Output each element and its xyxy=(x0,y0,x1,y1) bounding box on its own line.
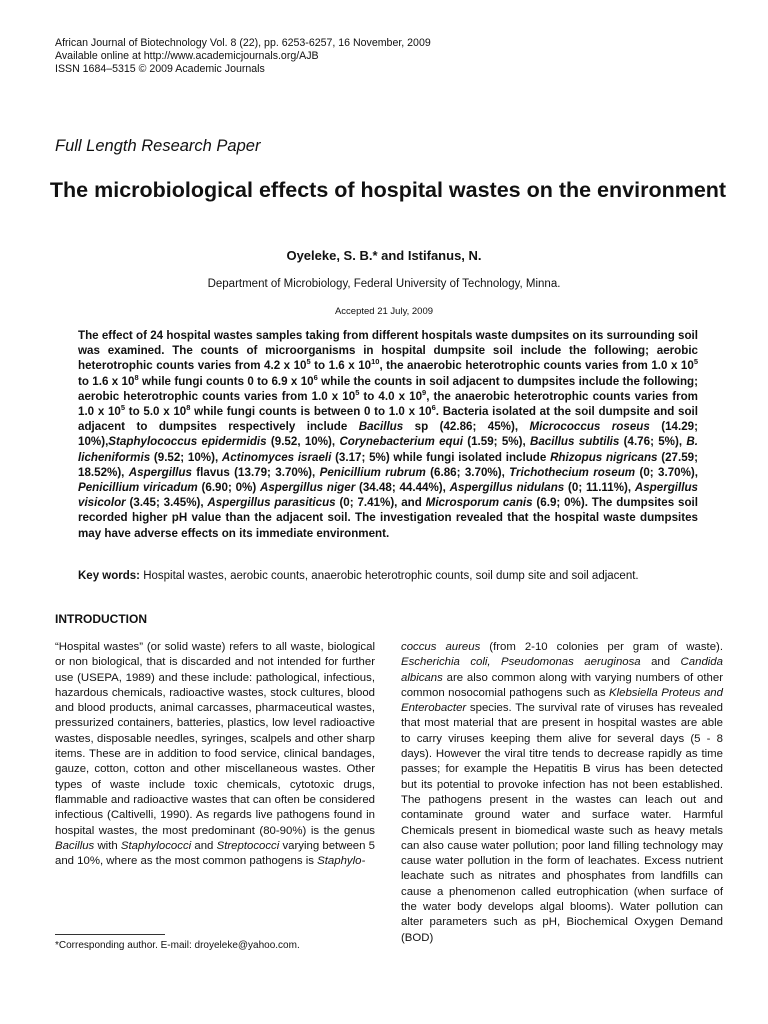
journal-citation: African Journal of Biotechnology Vol. 8 (22), pp. 6253-6257, 16 November, 2009 xyxy=(55,37,431,49)
paper-title: The microbiological effects of hospital wastes on the environment xyxy=(49,178,727,202)
keywords-text: Hospital wastes, aerobic counts, anaerobic heterotrophic counts, soil dump site and soil adjacent. xyxy=(140,570,639,582)
journal-url[interactable]: Available online at http://www.academicjournals.org/AJB xyxy=(55,50,319,62)
body-column-left xyxy=(55,640,375,869)
abstract: The effect of 24 hospital wastes samples taking from different hospitals waste dumpsites on its surrounding soil was examined. The counts of microorganisms in hospital dumpsite soil include the following; aerobic heterotrophic counts varies from 4.2 x $10^5$ to 1.6 x $10^{10}$, the anaerobic heterotrophic counts varies from 1.0 x $10^5$ to 1.6 x $10^8$ while fungi counts 0 to 6.9 x $10^6$ while the counts in soil adjacent to dumpsites include the following; aerobic heterotrophic counts varies from 1.0 x $10^5$ to 4.0 x $10^9$, the anaerobic heterotrophic counts varies from 1.0 x $10^5$ to 5.0 x $10^8$ while fungi counts is between 0 to 1.0 x $10^6$. Bacteria isolated at the soil dumpsite and soil adjacent to dumpsites respectively include Bacillus sp (42.86; 45%), Micrococcus roseus (14.29; 10%),Staphylococcus epidermidis (9.52, 10%), Corynebacterium equi (1.59; 5%), Bacillus subtilis (4.76; 5%), B. licheniformis (9.52; 10%), Actinomyces israeli (3.17; 5%) while fungi isolated include Rhizopus nigricans (27.59; 18.52%), Aspergillus flavus (13.79; 3.70%), Penicillium rubrum (6.86; 3.70%), Trichothecium roseum (0; 3.70%), Penicillium viricadum (6.90; 0%) Aspergillus niger (34.48; 44.44%), Aspergillus nidulans (0; 11.11%), Aspergillus visicolor (3.45; 3.45%), Aspergillus parasiticus (0; 7.41%), and Microsporum canis (6.9; 0%). The dumpsites soil recorded higher pH value than the adjacent soil. The investigation revealed that the hospital waste dumpsites may have adverse effects on its immediate environment. xyxy=(78,329,698,540)
corresponding-author-footnote: *Corresponding author. E-mail: droyeleke@yahoo.com. xyxy=(55,940,300,951)
body-column-right xyxy=(401,640,723,946)
keywords-label: Key words: xyxy=(78,570,140,582)
paper-authors: Oyeleke, S. B.* and Istifanus, N. xyxy=(286,248,482,263)
author-affiliation: Department of Microbiology, Federal University of Technology, Minna. xyxy=(207,278,561,290)
paragraph: coccus aureus (from 2-10 colonies per gram of waste). Escherichia coli, Pseudomonas aeruginosa and Candida albicans are also common along with varying numbers of other common nosocomial pathogens such as Klebsiella Proteus and Enterobacter species. The survival rate of viruses has revealed that most material that are present in hospital wastes are able to carry viruses keeping them alive for several days (5 - 8 days). However the viral titre tends to decrease rapidly as time passes; for example the Hepatitis B virus has been detected but its potential to provoke infection has not been established. The pathogens present in the wastes can leach out and contaminate ground water and surface water. Harmful Chemicals present in biomedical waste such as heavy metals can also cause water pollution; poor land filling technology may cause water pollution in the form of leachates. Excess nutrient leachate such as nitrates and phosphates from landfills can cause a phenomenon called eutrophication (when surface of the water body develops algal blooms). Water pollution can alter parameters such as pH, Biochemical Oxygen Demand (BOD) xyxy=(401,641,723,944)
section-heading-introduction: INTRODUCTION xyxy=(55,612,147,626)
journal-issn: ISSN 1684–5315 © 2009 Academic Journals xyxy=(55,63,265,75)
paper-type: Full Length Research Paper xyxy=(55,137,261,155)
paragraph: “Hospital wastes” (or solid waste) refers to all waste, biological or non biological, that is discarded and not intended for further use (USEPA, 1989) and these include: pathological, infectious, hazardous chemicals, radioactive wastes, stock cultures, blood and blood products, animal carcasses, pharmaceutical wastes, pressurized containers, batteries, plastics, low level radioactive wastes, disposable needles, syringes, scalpels and other sharp items. These are in addition to food service, clinical bandages, gauze, cotton, cotton and other miscellaneous wastes. Other types of waste include toxic chemicals, cytotoxic drugs, flammable and radioactive wastes that can often be considered infectious (Caltivelli, 1990). As regards live pathogens found in hospital wastes, the most predominant (80-90%) is the genus Bacillus with Staphylococci and Streptococci varying between 5 and 10%, where as the most common pathogens is Staphylo- xyxy=(55,641,375,868)
keywords xyxy=(78,570,718,582)
accepted-date: Accepted 21 July, 2009 xyxy=(334,306,434,317)
journal-header xyxy=(55,37,431,76)
footnote-divider xyxy=(55,934,165,935)
